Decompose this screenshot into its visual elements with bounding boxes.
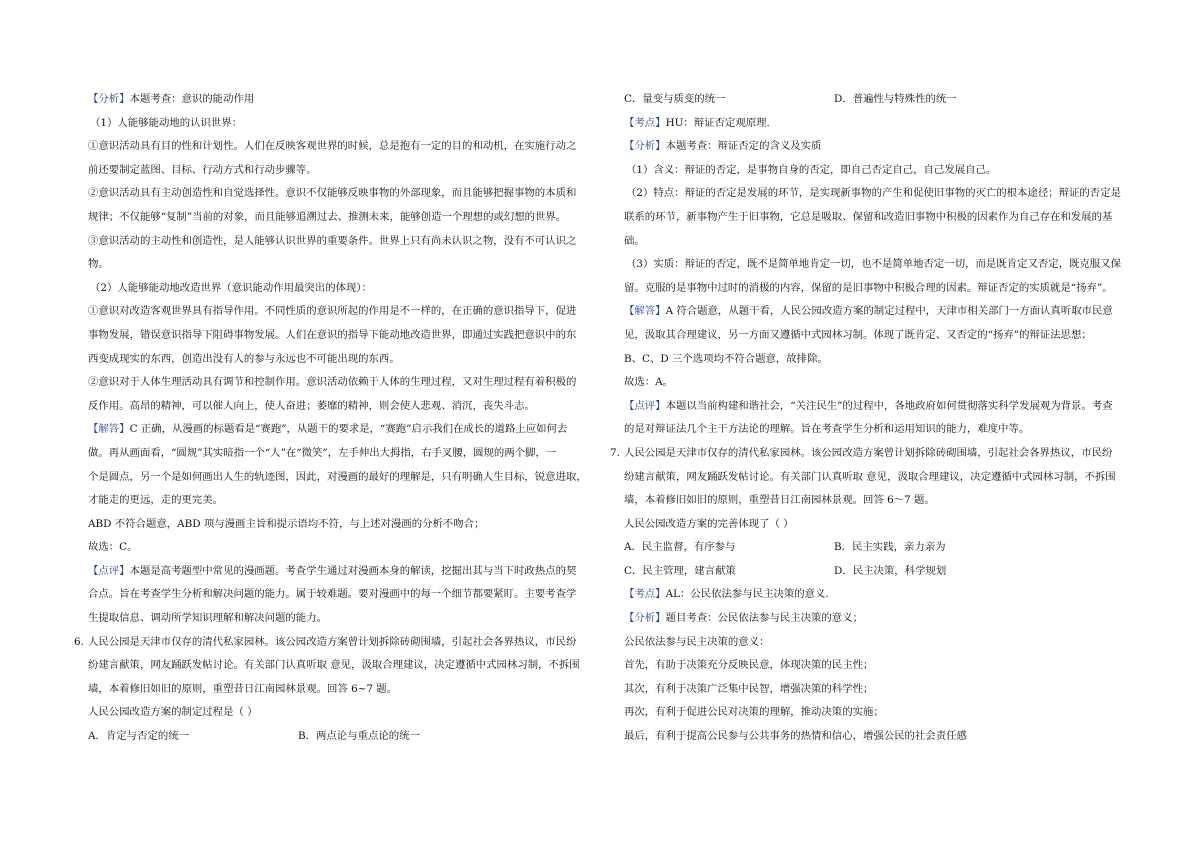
paragraph-line: 最后，有利于提高公民参与公共事务的热情和信心，增强公民的社会责任感 — [624, 730, 967, 743]
paragraph-line: 西变成现实的东西，创造出没有人的参与永远也不可能出现的东西。 — [88, 352, 400, 365]
options-row — [624, 536, 1132, 560]
analysis-text: 本题考查：意识的能动作用 — [129, 93, 255, 105]
option-c: C．民主管理，建言献策 — [624, 564, 736, 577]
paragraph-line: 公民依法参与民主决策的意义： — [624, 635, 770, 648]
paragraph-line: （1）含义：辩证的否定，是事物自身的否定，即自己否定自己，自己发展自己。 — [626, 163, 997, 176]
option-d: D．民主决策，科学规划 — [834, 564, 947, 577]
analysis-text: 题目考查：公民依法参与民主决策的意义； — [665, 612, 863, 625]
answer-text: A 符合题意，从题干看，人民公园改造方案的制定过程中，天津市相关部门一方面认真听取市民意 — [665, 305, 1113, 318]
paragraph-line: 见，汲取其合理建议，另一方面又遵循中式园林习制。体现了既肯定、又否定的“扬弃”的辩证法思想； — [624, 328, 1092, 341]
question-number: 6. — [74, 635, 84, 648]
paragraph-line: B、C、D 三个选项均不符合题意，故排除。 — [624, 352, 828, 365]
options-row — [624, 88, 1132, 112]
analysis-tag: 【分析】 — [624, 612, 666, 625]
analysis-line — [624, 135, 1132, 159]
answer-tag: 【解答】 — [624, 305, 666, 318]
paragraph-line: （3）实质：辩证的否定，既不是简单地肯定一切，也不是简单地否定一切，而是既肯定又否定，既克服又保 — [626, 258, 1121, 271]
paragraph-line: 留。克服的是事物中过时的消极的内容，保留的是旧事物中积极合理的因素。辩证否定的实质就是“扬弃”。 — [624, 281, 1113, 294]
options-row — [88, 725, 600, 749]
options-row — [624, 560, 1132, 584]
comment-line — [88, 560, 600, 584]
paragraph-line: ②意识活动具有主动创造性和自觉选择性。意识不仅能够反映事物的外部现象，而且能够把握事物的本质和 — [88, 187, 577, 200]
paragraph-line: 反作用。高昂的精神，可以催人向上，使人奋进；萎靡的精神，则会使人悲观、消沉，丧失斗志。 — [88, 399, 535, 412]
question-stem: 人民公园改造方案的完善体现了（ ） — [624, 517, 794, 530]
paragraph-line: 合点。旨在考查学生分析和解决问题的能力。属于较难题。要对漫画中的每一个细节都要紧盯。主要考查学 — [88, 588, 577, 601]
point-line — [624, 112, 1132, 136]
paragraph-line: ①意识对改造客观世界具有指导作用。不同性质的意识所起的作用是不一样的，在正确的意识指导下，促进 — [88, 305, 577, 318]
comment-tag: 【点评】 — [624, 399, 666, 412]
point-text: HU：辩证否定观原理. — [665, 116, 770, 129]
analysis-tag: 【分析】 — [88, 93, 130, 105]
paragraph-line: 个是圆点，另一个是如何画出人生的轨迹图，因此，对漫画的最好的理解是，只有明确人生目标，锐意进取， — [88, 470, 587, 483]
analysis-text: 本题考查：辩证否定的含义及实质 — [665, 140, 822, 153]
paragraph-line: 事物发展，错误意识指导下阻碍事物发展。人们在意识的指导下能动地改造世界，即通过实践把意识中的东 — [88, 328, 577, 341]
paragraph-line: 才能走的更远，走的更完美。 — [88, 494, 224, 507]
paragraph-line: 纷建言献策，网友踊跃发帖讨论。有关部门认真听取 意见，汲取合理建议，决定遵循中式园林习制，不拆围 — [88, 659, 580, 672]
option-d: D．普遍性与特殊性的统一 — [834, 93, 957, 105]
question-stem: 人民公园改造方案的制定过程是（ ） — [88, 706, 258, 719]
paragraph-line: （1）人能够能动地的认识世界： — [90, 116, 243, 129]
paragraph-line: 其次，有利于决策广泛集中民智，增强决策的科学性； — [624, 682, 874, 695]
option-a: A．民主监督，有序参与 — [624, 541, 736, 554]
paragraph-line: 故选：C。 — [88, 541, 138, 554]
comment-tag: 【点评】 — [88, 564, 130, 577]
paragraph-line: 首先，有助于决策充分反映民意，体现决策的民主性； — [624, 659, 874, 672]
analysis-line — [624, 607, 1132, 631]
paragraph-line: 规律；不仅能够“复制”当前的对象，而且能够追溯过去、推测未来，能够创造一个理想的或幻想的世界。 — [88, 210, 567, 223]
point-tag: 【考点】 — [624, 588, 666, 601]
comment-line — [624, 395, 1132, 419]
question-number: 7. — [610, 446, 620, 459]
paragraph-line: ③意识活动的主动性和创造性，是人能够认识世界的重要条件。世界上只有尚未认识之物，没有不可认识之 — [88, 234, 577, 247]
paragraph-line: 墙，本着修旧如旧的原则，重塑昔日江南园林景观。回答 6～7 题。 — [624, 494, 935, 507]
answer-line — [88, 418, 600, 442]
answer-line — [624, 300, 1132, 324]
paragraph-line: 础。 — [624, 234, 645, 247]
paragraph-line: 纷建言献策，网友踊跃发帖讨论。有关部门认真听取 意见，汲取合理建议，决定遵循中式园林习制，不拆围 — [624, 470, 1116, 483]
option-a: A．肯定与否定的统一 — [88, 730, 190, 743]
paragraph-line: 生提取信息、调动所学知识理解和解决问题的能力。 — [88, 612, 327, 625]
paragraph-line: ②意识对于人体生理活动具有调节和控制作用。意识活动依赖于人体的生理过程，又对生理过程有着积极的 — [88, 376, 577, 389]
option-b: B．两点论与重点论的统一 — [298, 730, 420, 743]
paragraph-line: 故选：A。 — [624, 376, 674, 389]
paragraph-line: 物。 — [88, 258, 109, 271]
answer-tag: 【解答】 — [88, 423, 130, 436]
point-tag: 【考点】 — [624, 116, 666, 129]
paragraph-line: 联系的环节，新事物产生于旧事物，它总是吸取、保留和改造旧事物中积极的因素作为自己存在和发展的基 — [624, 210, 1113, 223]
paragraph-line: （2）人能够能动地改造世界（意识能动作用最突出的体现）： — [90, 281, 372, 294]
comment-text: 本题以当前构建和谐社会，“关注民生”的过程中，各地政府如何贯彻落实科学发展观为背景。考查 — [665, 399, 1113, 412]
question-text: 人民公园是天津市仅存的清代私家园林。该公园改造方案曾计划拆除砖砌围墙，引起社会各界热议，市民纷 — [624, 446, 1113, 459]
paragraph-line: 再次，有利于促进公民对决策的理解，推动决策的实施； — [624, 706, 884, 719]
point-text: AL：公民依法参与民主决策的意义. — [665, 588, 829, 601]
question-line — [610, 442, 1132, 466]
right-column — [610, 88, 1132, 749]
option-c: C．量变与质变的统一 — [624, 93, 726, 105]
paragraph-line: 的是对辩证法几个主干方法论的理解。旨在考查学生分析和运用知识的能力，难度中等。 — [624, 423, 1030, 436]
question-line — [74, 631, 600, 655]
point-line — [624, 583, 1132, 607]
paragraph-line: 做。再从画面看，“圆规”其实暗指一个“人”在“微笑”，左手伸出大拇指，右手叉腰，圆规的两个脚，一 — [88, 446, 557, 459]
answer-text: C 正确，从漫画的标题看是“赛跑”，从题干的要求是，“赛跑”启示我们在成长的道路上应如何去 — [129, 423, 568, 436]
question-text: 人民公园是天津市仅存的清代私家园林。该公园改造方案曾计划拆除砖砌围墙，引起社会各界热议，市民纷 — [88, 635, 577, 648]
paragraph-line: ABD 不符合题意，ABD 项与漫画主旨和提示语均不符，与上述对漫画的分析不吻合； — [88, 517, 485, 530]
left-column — [74, 88, 600, 749]
analysis-tag: 【分析】 — [624, 140, 666, 153]
paragraph-line: 前还要制定蓝图、目标、行动方式和行动步骤等。 — [88, 163, 317, 176]
paragraph-line: （2）特点：辩证的否定是发展的环节，是实现新事物的产生和促使旧事物的灭亡的根本途径；辩证的否定是 — [626, 187, 1121, 200]
paragraph-line: ①意识活动具有目的性和计划性。人们在反映客观世界的时候，总是抱有一定的目的和动机，在实施行动之 — [88, 140, 577, 153]
paragraph-line: 墙，本着修旧如旧的原则，重塑昔日江南园林景观。回答 6~7 题。 — [88, 682, 398, 695]
analysis-line — [88, 88, 600, 112]
option-b: B．民主实践，亲力亲为 — [834, 541, 946, 554]
comment-text: 本题是高考题型中常见的漫画题。考查学生通过对漫画本身的解读，挖掘出其与当下时政热点的契 — [129, 564, 577, 577]
